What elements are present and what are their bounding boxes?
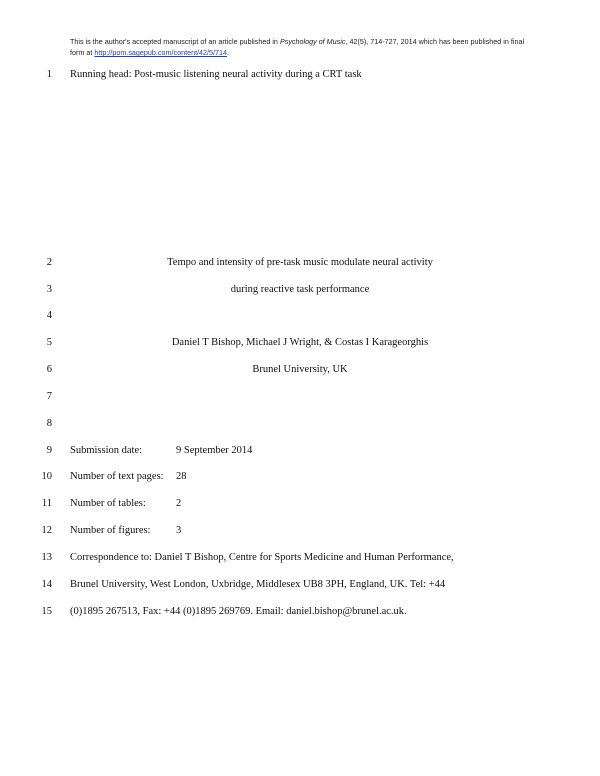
- figures-value: 3: [176, 525, 182, 536]
- line-number: 1: [46, 69, 52, 80]
- publication-notice: [70, 36, 540, 58]
- running-head: Running head: Post-music listening neural activity during a CRT task: [70, 69, 362, 80]
- text-pages-value: 28: [176, 471, 187, 482]
- authors: Daniel T Bishop, Michael J Wright, & Costas I Karageorghis: [171, 337, 429, 348]
- manuscript-line-10: [0, 469, 600, 485]
- submission-date-value: 9 September 2014: [176, 445, 253, 456]
- line-number: 3: [46, 284, 52, 295]
- manuscript-line-13: [0, 550, 600, 566]
- manuscript-line-11: [0, 496, 600, 512]
- affiliation: Brunel University, UK: [252, 364, 348, 375]
- manuscript-line-3: [0, 282, 600, 298]
- line-number: 14: [41, 579, 52, 590]
- line-number: 10: [41, 471, 52, 482]
- tables-value: 2: [176, 498, 182, 509]
- figures-label: Number of figures:: [70, 525, 151, 536]
- line-number: 6: [46, 364, 52, 375]
- manuscript-line-12: [0, 523, 600, 539]
- notice-text-2: , 42(5), 714-727, 2014 which has been published in final form at: [70, 37, 525, 57]
- title-line-2: during reactive task performance: [230, 284, 370, 295]
- correspondence-line-2: Brunel University, West London, Uxbridge, Middlesex UB8 3PH, England, UK. Tel: +44: [70, 579, 446, 590]
- correspondence-line-3: (0)1895 267513, Fax: +44 (0)1895 269769. Email: daniel.bishop@brunel.ac.uk.: [70, 606, 407, 617]
- title-line-1: Tempo and intensity of pre-task music modulate neural activity: [167, 257, 433, 268]
- manuscript-line-7: [0, 389, 600, 405]
- manuscript-line-4: [0, 308, 600, 324]
- tables-label: Number of tables:: [70, 498, 146, 509]
- line-number: 12: [41, 525, 52, 536]
- line-number: 7: [46, 391, 52, 402]
- line-number: 8: [46, 418, 52, 429]
- submission-date-label: Submission date:: [70, 445, 143, 456]
- correspondence-line-1: Correspondence to: Daniel T Bishop, Centre for Sports Medicine and Human Performance,: [70, 552, 454, 563]
- manuscript-line-2: [0, 255, 600, 271]
- manuscript-line-6: [0, 362, 600, 378]
- notice-text: This is the author's accepted manuscript of an article published in: [70, 37, 280, 46]
- manuscript-line-5: [0, 335, 600, 351]
- line-number: 2: [46, 257, 52, 268]
- text-pages-label: Number of text pages:: [70, 471, 164, 482]
- line-number: 5: [46, 337, 52, 348]
- manuscript-line-9: [0, 443, 600, 459]
- article-link[interactable]: http://pom.sagepub.com/content/42/5/714: [94, 48, 228, 57]
- manuscript-line-8: [0, 416, 600, 432]
- journal-name: Psychology of Music: [279, 37, 346, 46]
- line-number: 4: [46, 310, 52, 321]
- line-number: 15: [41, 606, 52, 617]
- manuscript-line-14: [0, 577, 600, 593]
- manuscript-line-15: [0, 604, 600, 620]
- notice-end: .: [227, 48, 230, 57]
- manuscript-line-1: [0, 67, 600, 83]
- line-number: 13: [41, 552, 52, 563]
- line-number: 11: [41, 498, 52, 509]
- line-number: 9: [46, 445, 52, 456]
